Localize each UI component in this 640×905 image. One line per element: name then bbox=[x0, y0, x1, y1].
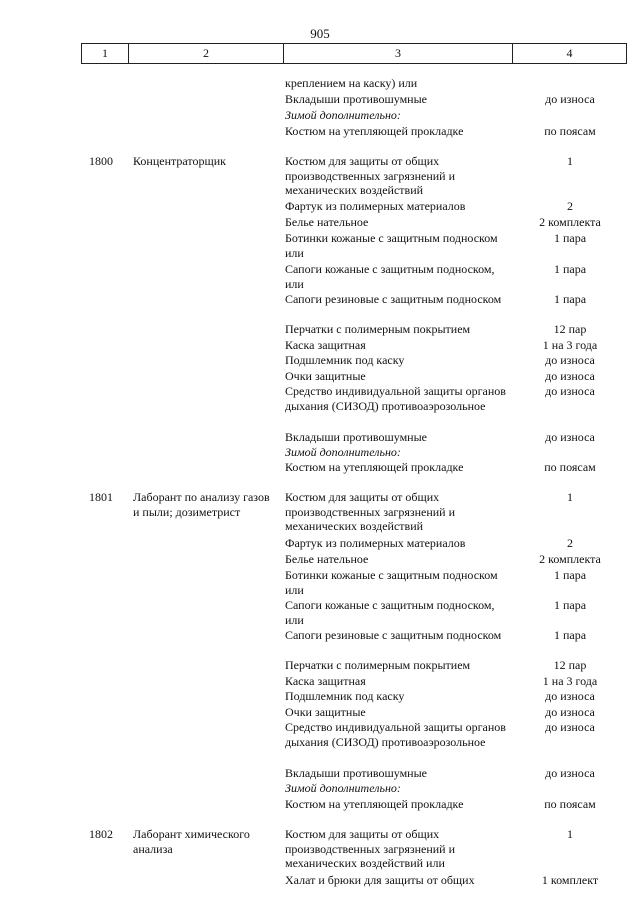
item-name: Перчатки с полимерным покрытием bbox=[285, 322, 471, 336]
item-quantity: 1 bbox=[567, 154, 573, 168]
item-quantity: 2 комплекта bbox=[539, 215, 601, 229]
item-quantity: 2 bbox=[567, 536, 573, 550]
item-name: Костюм для защиты от общих производственных загрязнений и механических воздействий или bbox=[285, 827, 456, 871]
item-name: Средство индивидуальной защиты органов дыхания (СИЗОД) противоаэрозольное bbox=[285, 720, 506, 749]
item-name: Белье нательное bbox=[285, 215, 369, 229]
item-name: Вкладыши противошумные bbox=[285, 766, 427, 780]
item-name: Костюм для защиты от общих производственных загрязнений и механических воздействий bbox=[285, 490, 456, 534]
item-quantity: до износа bbox=[545, 766, 595, 780]
item-quantity: 12 пар bbox=[553, 322, 587, 336]
page-number: 905 bbox=[310, 26, 330, 41]
item-quantity: по поясам bbox=[544, 460, 596, 474]
header-col-2: 2 bbox=[128, 44, 283, 63]
item-name: Вкладыши противошумные bbox=[285, 92, 427, 106]
item-name: Ботинки кожаные с защитным подноском или bbox=[285, 231, 498, 260]
item-name: Белье нательное bbox=[285, 552, 369, 566]
header-col-3: 3 bbox=[283, 44, 512, 63]
item-name: Костюм для защиты от общих производственных загрязнений и механических воздействий bbox=[285, 154, 456, 198]
item-name: креплением на каску) или bbox=[285, 76, 418, 90]
item-name: Зимой дополнительно: bbox=[285, 108, 401, 122]
header-col-1: 1 bbox=[81, 44, 128, 63]
item-quantity: 1 пара bbox=[553, 598, 587, 612]
item-name: Фартук из полимерных материалов bbox=[285, 199, 466, 213]
item-name: Каска защитная bbox=[285, 674, 366, 688]
item-quantity: 1 пара bbox=[553, 231, 587, 245]
item-name: Сапоги резиновые с защитным подноском bbox=[285, 628, 502, 642]
item-quantity: 1 пара bbox=[553, 628, 587, 642]
item-quantity: 1 пара bbox=[553, 292, 587, 306]
item-name: Очки защитные bbox=[285, 705, 366, 719]
item-name: Фартук из полимерных материалов bbox=[285, 536, 466, 550]
profession-name: Лаборант по анализу газов и пыли; дозиметрист bbox=[133, 490, 270, 519]
item-quantity: до износа bbox=[545, 353, 595, 367]
item-name: Вкладыши противошумные bbox=[285, 430, 427, 444]
item-name: Костюм на утепляющей прокладке bbox=[285, 124, 464, 138]
item-name: Очки защитные bbox=[285, 369, 366, 383]
item-quantity: 1 на 3 года bbox=[542, 338, 598, 352]
item-name: Подшлемник под каску bbox=[285, 353, 405, 367]
item-name: Сапоги кожаные с защитным подноском, или bbox=[285, 262, 495, 291]
item-name: Подшлемник под каску bbox=[285, 689, 405, 703]
header-col-4: 4 bbox=[512, 44, 627, 63]
item-quantity: до износа bbox=[545, 689, 595, 703]
item-quantity: 12 пар bbox=[553, 658, 587, 672]
item-quantity: 2 комплекта bbox=[539, 552, 601, 566]
item-quantity: до износа bbox=[545, 430, 595, 444]
profession-name: Лаборант химического анализа bbox=[133, 827, 250, 856]
entry-number: 1802 bbox=[89, 827, 113, 841]
item-name: Халат и брюки для защиты от общих bbox=[285, 873, 475, 887]
item-quantity: по поясам bbox=[544, 797, 596, 811]
item-quantity: 1 bbox=[567, 827, 573, 841]
item-quantity: до износа bbox=[545, 369, 595, 383]
item-quantity: 1 комплект bbox=[541, 873, 599, 887]
table-header bbox=[81, 43, 627, 64]
item-quantity: 2 bbox=[567, 199, 573, 213]
item-name: Зимой дополнительно: bbox=[285, 781, 401, 795]
item-name: Зимой дополнительно: bbox=[285, 445, 401, 459]
item-quantity: до износа bbox=[545, 384, 595, 398]
entry-number: 1801 bbox=[89, 490, 113, 504]
item-name: Каска защитная bbox=[285, 338, 366, 352]
entry-number: 1800 bbox=[89, 154, 113, 168]
item-name: Перчатки с полимерным покрытием bbox=[285, 658, 471, 672]
item-quantity: до износа bbox=[545, 92, 595, 106]
item-name: Костюм на утепляющей прокладке bbox=[285, 797, 464, 811]
item-name: Костюм на утепляющей прокладке bbox=[285, 460, 464, 474]
item-quantity: до износа bbox=[545, 720, 595, 734]
item-quantity: по поясам bbox=[544, 124, 596, 138]
item-name: Сапоги резиновые с защитным подноском bbox=[285, 292, 502, 306]
item-quantity: 1 пара bbox=[553, 262, 587, 276]
item-quantity: 1 пара bbox=[553, 568, 587, 582]
item-quantity: 1 bbox=[567, 490, 573, 504]
profession-name: Концентраторщик bbox=[133, 154, 226, 168]
item-name: Сапоги кожаные с защитным подноском, или bbox=[285, 598, 495, 627]
item-quantity: 1 на 3 года bbox=[542, 674, 598, 688]
item-name: Средство индивидуальной защиты органов дыхания (СИЗОД) противоаэрозольное bbox=[285, 384, 506, 413]
item-name: Ботинки кожаные с защитным подноском или bbox=[285, 568, 498, 597]
item-quantity: до износа bbox=[545, 705, 595, 719]
